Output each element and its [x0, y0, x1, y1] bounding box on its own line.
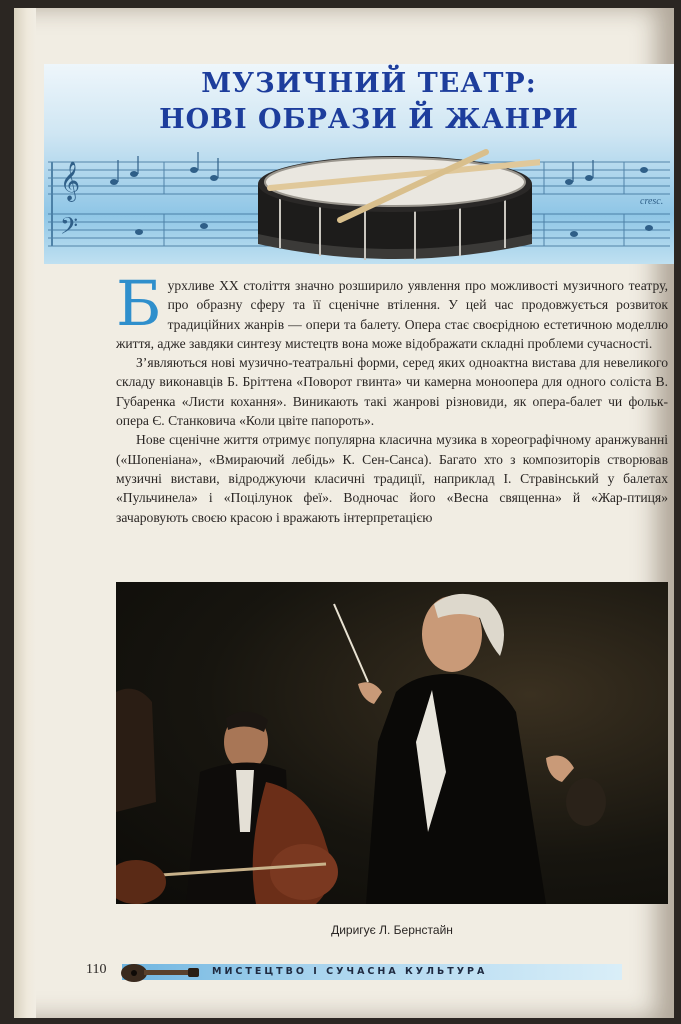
page-footer [74, 958, 634, 984]
conductor-photo-illustration [116, 582, 668, 904]
photo-caption: Диригує Л. Бернстайн [331, 923, 453, 937]
paragraph-1 [116, 267, 668, 353]
textbook-page [14, 8, 674, 1018]
paragraph-2: З’являються нові музично-театральні форми, серед яких одноактна вистава для невеликого складу виконавців Б. Бріттена «Поворот гвинта» чи камерна монoопера для одного соліста В. Губаренка «Листи кохання». Виникають такі жанрові різновиди, як опера-балет чи фольк-опера Є. Станковича «Коли цвіте папороть». [116, 355, 668, 429]
paragraph-3: Нове сценічне життя отримує популярна класична музика в хореографічному аранжуванні («Шопеніана», «Вмираючий лебідь» К. Сен-Санса). Багато хто з композиторів створював музичні вистави, відроджуючи класичні традиції, наприклад І. Стравінський у балетах «Пульчинела» і «Поцілунок феї». Водночас його «Весна священна» й «Жар-птиця» зачаровують своєю красою і вражають інтерпретацією [116, 432, 668, 525]
guitar-icon [118, 958, 200, 984]
page-spine-shadow [14, 8, 36, 1018]
title-line-2: НОВІ ОБРАЗИ Й ЖАНРИ [159, 104, 579, 135]
section-label: МИСТЕЦТВО І СУЧАСНА КУЛЬТУРА [212, 966, 488, 977]
snare-drum-illustration [250, 148, 540, 266]
svg-text:𝄞: 𝄞 [60, 161, 81, 201]
title-line-1: МУЗИЧНИЙ ТЕАТР: [201, 68, 537, 99]
paragraph-1-text: урхливе XX століття значно розширило уявлення про можливості музичного театру, про образну сферу та її сценічне втілення. У цей час продовжується розвиток традиційних жанрів — опери та балету. Опера стає своєрідною естетичною моделлю життя, адже завдяки синтезу мистецтв вона може відображати складні проблеми сучасності. [116, 278, 668, 351]
article-body [116, 267, 668, 527]
svg-text:𝄢: 𝄢 [60, 212, 79, 245]
cresc-marking: cresc. [640, 196, 664, 207]
drop-cap: Б [116, 267, 162, 340]
page-title [144, 66, 594, 138]
conductor-photo [116, 582, 668, 904]
page-number: 110 [86, 962, 107, 977]
